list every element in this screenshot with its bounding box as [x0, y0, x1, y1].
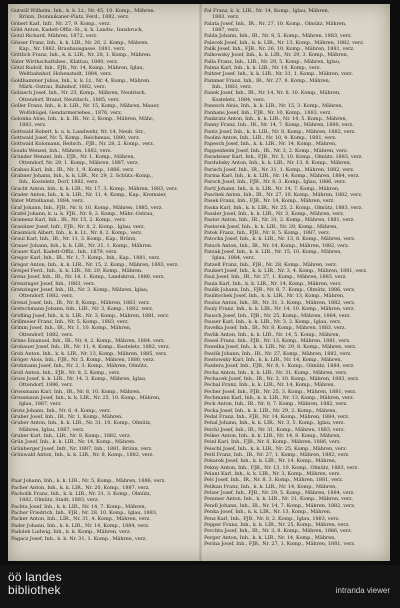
entry-line: Penz Karl, Inh., FJB., Nr. 8, 2. Komp., Iglau, 1883, verz.: [204, 515, 340, 522]
entry-line: Gruber Karl, Inh., LIR., Nr. 8, Komp., 1882, verz.: [11, 433, 132, 440]
entry-line: Grimm Josef, Inh., IR., Nr. 1, 10. Komp., Mähren,: [11, 325, 132, 332]
entry-line: Pacholik Franz, Inh., k. k. LIR., Nr. 31, 3. Komp., Olmütz,: [11, 491, 152, 498]
entry-line: Kosteletz, 1884, verz.: [212, 96, 266, 103]
entry-line: Paschek Anton, Inh., IR., Nr. 27, 10. Komp., Mähren, 1882, verz.: [204, 191, 363, 198]
entry-line: Paulus Anton, Inh., IR., Nr. 31, 3. Komp., Mähren, 1882, verz.: [204, 299, 356, 306]
entry-line: Paukert Josef, Inh., k. k. LIR., Nr. 3, 4. Komp., Mähren, 1881, verz.: [204, 268, 368, 275]
entry-line: Goliasch Josef, Inh., Nr. 23, Komp., Mähren, Neutitsch.: [11, 90, 147, 97]
entry-line: Pelzer Josef, Inh., FJB., Nr. 29, 5. Komp., Mähren, 1884, verz.: [204, 490, 355, 497]
entry-line: Gouda Wenzel, Inh., Mähren, 1882, verz.: [11, 147, 112, 154]
entry-line: Perchta Josef, Inh., IR., Nr. 3, 8. Komp., Mähren, 1886, verz.: [204, 528, 353, 535]
entry-line: 1883, verz.: [19, 122, 47, 129]
entry-line: Ottendorf, 1886, verz.: [19, 382, 74, 389]
logo-line-1: öö landes: [8, 570, 62, 584]
entry-line: Grasmück Albert, Inh., k. k. Lt., Nr. 8, 2. Komp., verz.: [11, 230, 143, 237]
right-column-entries: [204, 8, 388, 547]
entry-line: Pelc Josef, Inh., IR., Nr. 8, 3. Komp., Mähren, 1881, verz.: [204, 477, 344, 484]
entry-line: Ottendorf, Brand, Neutitsch., 1885, verz.: [19, 96, 120, 103]
entry-line: Pecha Anton, Inh., k. k. LIR., Nr. 31, Komp., Mähren, verz.: [204, 369, 348, 376]
entry-line: Patsch Anton, Inh., IR., Nr. 14, Komp., Mähren, 1882, verz.: [204, 242, 350, 249]
document-page: [8, 4, 390, 561]
entry-line: Grenzinger Josef, Inh., IR., Nr. 3, Komp., Mähren, Iglau,: [11, 287, 149, 294]
entry-line: Grünberger Josef, Infr., Nr. 1887, Inh., 1881, Brünn, verz.: [11, 445, 153, 452]
entry-line: Mähren, Iglau, 1887, verz.: [19, 426, 85, 433]
entry-line: Brünn, Dominikaner-Platz, Ferd., 1882, verz.: [19, 14, 130, 21]
viewer-footer: [0, 565, 400, 608]
entry-line: Iglau, 1887, verz.: [19, 401, 63, 408]
entry-line: Pader Johann, Inh., k. k. LIR., Nr. 14, Komp., 1884, verz.: [11, 522, 150, 529]
entry-line: Gruber Anton, Inh., k. k. LIR., Nr. 31, 10. Komp., Olmütz,: [11, 420, 152, 427]
entry-line: Palla Franz, Inh., LIR., Nr. 29, 5. Komp., Mähren, Iglau,: [204, 58, 341, 65]
entry-line: Passler Josef, Inh., k. k. LIR., Nr. 3, Komp., Mähren, verz.: [204, 211, 345, 217]
entry-line: Peiker Anton, Inh., k. k. LIR., Nr. 14, 8. Komp., Mähren,: [204, 433, 341, 440]
library-logo[interactable]: [8, 571, 78, 603]
entry-line: Grenzl Josef, Inh., IR., Nr. 8, Komp., Mähren, 1883, verz.: [11, 299, 151, 306]
entry-line: Gregor Karl, Inh., IR., Nr. 1, 7. Komp., Inh., Kap., 1881, verz.: [11, 255, 161, 262]
entry-line: Grabau Karl, Inh., IR., Nr. 1, 9. Komp., 1886, verz.: [11, 166, 135, 173]
entry-line: Gotzl Richard, Mähren, 1872, verz.: [11, 33, 98, 40]
entry-line: Penka Josef, Inh., k. k. LIR., Nr. 13, Komp., Mähren,: [204, 509, 332, 516]
entry-line: Graf Johann, Inh., FJB., Nr. 8, 10. Komp., Mähren, 1885, verz.: [11, 204, 163, 211]
entry-line: Pekarek Josef, Inh., k. k. LIR., Nr. 14, Komp., Mähren,: [204, 458, 337, 465]
entry-line: Pemmer Anton, Inh., k. k. LIR., Nr. 31, Komp., Mähren, verz.: [204, 496, 354, 503]
entry-line: Pecka Josef, Inh., k. k. LIR., Nr. 29, 2. Komp., Mähren,: [204, 407, 337, 414]
entry-line: Pasek Franz, Inh., FJB., Nr. 14, Komp., Mähren, verz.: [204, 198, 335, 205]
entry-line: Märk.-Ostrau, Bahnhof, 1882, verz.: [19, 84, 107, 91]
entry-line: Pavelka Josef, Inh., IR., Nr. 8, Komp., Mähren, 1883, verz.: [204, 325, 346, 332]
entry-line: Pendl Johann, Inh., IR., Nr. 14, 7. Komp., Mähren, 1882, verz.: [204, 502, 356, 509]
entry-line: Ottendorf, Nr. 29, 1. Komp., Mähren, 1887, verz.: [19, 160, 139, 167]
entry-line: Gridling Josef, Inh., k. k. LIR., Nr. 3, Komp., Mähren, 1881, verz.: [11, 312, 170, 319]
entry-line: Peitl Franz, Inh., IR., Nr. 27, 1. Komp., Mähren, 1882, verz.: [204, 452, 350, 459]
entry-line: Paulik Johann, Inh., FJB., Nr. 8, 7. Komp., Olmütz, 1886, verz.: [204, 287, 356, 294]
entry-line: Groh Anton, Inh., k. k. LIR., Nr. 13, Komp., Mähren, 1885, verz.: [11, 350, 168, 357]
entry-line: Grims Emanuel, Inh., IR., Nr. 4, 2. Komp., Mähren, 1884, verz.: [11, 337, 165, 344]
entry-line: Patek Franz, Inh., FJB., Nr. 8, 5. Komp., 1887, verz.: [204, 230, 331, 237]
column-gap: [11, 458, 195, 478]
left-column: [11, 8, 195, 556]
entry-line: Pelikan Franz, Inh., k. k. LIR., Nr. 14, Komp., Mähren,: [204, 483, 337, 490]
entry-line: Perina Josef, Inh., FJB., Nr. 27, 1. Komp., Mähren, 1881, verz.: [204, 540, 356, 547]
entry-line: Grün Josef, Inh., k. k. LIR., Nr. 14, Komp., Mähren.: [11, 439, 136, 446]
entry-line: Paar Johann, Inh., k. k. LIR., Nr. 5, Komp., Mähren, 1886, verz.: [11, 478, 166, 485]
entry-line: Packer Anton, Inh., LIR., Nr. 31, 4. Komp., Mähren, verz.: [11, 516, 151, 523]
entry-line: Grauer Karl, Kadett-Offiz., Inh., 1879, verz.: [11, 249, 118, 256]
entry-line: Pacher Anton, Inh., k. k. LIR., Nr. 20, Komp., 1887, verz.: [11, 484, 150, 491]
entry-line: Partl Johann, Inh., k. k. LIR., Nr. 14, 7. Komp., Mähren,: [204, 185, 340, 192]
entry-line: Gösser Franz, Inh., k. k. LIR., Nr. 26, 2. Komp., Mähren.: [11, 39, 149, 46]
entry-line: Gottwald Robert, k. u. k. Landwehr, Nr. 14, Neub. Str.,: [11, 128, 146, 135]
entry-line: Pacher Friedrich, Inh., FJB., Nr. 28, 10. Komp., Iglau, 1883,: [11, 510, 158, 517]
entry-line: Iglau, 1884, verz.: [212, 255, 256, 262]
entry-line: Grünwald Anton, Inh., k. k. LIR., Nr. 8, Komp., 1882, verz.: [11, 452, 154, 459]
entry-line: Paul Josef, Inh., IR., Nr. 27, 1. Komp., Mähren, 1883, verz.: [204, 274, 347, 281]
entry-line: Grenzinger Josef, Inh., 1883, verz.: [11, 280, 96, 287]
entry-line: Gregor Anton, Inh., k. k. LIR., Nr. 15, 2. Komp., Mähren, 1883, verz.: [11, 261, 179, 268]
entry-line: Panhans Josef, Inh., FJB., Nr. 10, Komp., 1883, verz.: [204, 109, 332, 116]
entry-line: Pauser Karl, Inh., k. k. LIR., Nr. 3, 2. Komp., Iglau, verz.: [204, 318, 342, 325]
entry-line: Pawlik Johann, Inh., IR., Nr. 27, Komp., Mähren, 1882, verz.: [204, 350, 352, 357]
entry-line: Pachta Josef, Inh., k. k. LIR., Nr. 14, 7. Komp., Mähren,: [11, 503, 147, 510]
entry-line: Grobauer Josef, Inh., IR., Nr. 11, 4. Komp., Kosteletz, 1882, verz.: [11, 344, 170, 351]
entry-line: Gross Josef, k. k. LIR., Nr. 14, 3. Komp., Mähren, Iglau,: [11, 375, 147, 382]
entry-line: Parisch Josef, Inh., IR., Nr. 31, 1. Komp., Mähren, 1882, verz.: [204, 166, 355, 173]
entry-line: Wolfshügel, Gendarmeriebes., 1876, verz.: [19, 109, 123, 116]
entry-line: Peinl Karl, Inh., FJB., Nr. 8, Komp., Mähren, 1886, verz.: [204, 439, 341, 446]
entry-line: Paula Karl, Inh., k. k. LIR., Nr. 14, Komp., Mähren, verz.: [204, 280, 342, 287]
entry-line: Pepper Franz, Inh., k. k. LIR., Nr. 25, Komp., Mähren, verz.: [204, 521, 350, 528]
entry-line: Gottwald Kolomann, Reitsch., FJB., Nr. 28, 2. Komp., verz.: [11, 141, 155, 148]
entry-line: Pawelka Josef, Inh., k. k. LIR., Nr. 29, 8. Komp., Mähren, verz.: [204, 344, 357, 351]
entry-line: Paltzer Josef, Inh., k. k. LIR., Nr. 31, 1. Komp., Mähren, verz.: [204, 71, 354, 78]
entry-line: Palata Josef, Inh., IR., Nr. 27, 10. Komp., Olmütz, Mähren,: [204, 20, 347, 27]
entry-line: Pavlik Anton, Inh., k. k. LIR., Nr. 14, 5. Komp., Mähren,: [204, 331, 340, 338]
entry-line: Palda Johann, Inh., IR., Nr. 8, 5. Komp., Mähren, 1883, verz.: [204, 33, 352, 40]
entry-line: Göbl Anton, Kadett-Offiz.-St., k. k. Landw., Innsbruck,: [11, 27, 144, 34]
entry-line: Pal Franz, k. k. LIR., Nr. 14, Komp., Iglau, Mähren,: [204, 8, 330, 14]
entry-line: 1883, verz.: [212, 14, 240, 21]
entry-line: Pauly Franz, Inh., k. k. LIR., Nr. 14, 10. Komp., Mähren, verz.: [204, 306, 355, 313]
entry-line: Gründer Wenzel, Inh., FJB., Nr. 1, Komp., Mähren,: [11, 153, 135, 160]
entry-line: Pecher Josef, Inh., FJB., Nr. 25, 3. Komp., Mähren, 1881, verz.: [204, 388, 357, 395]
entry-line: Granitzer Josef, Infr., FJB., Nr. 8, 2. Komp., Iglau, verz.: [11, 223, 145, 230]
entry-line: Pechal Franz, Inh., k. k. LIR., Nr. 14, Komp., Mähren,: [204, 382, 336, 389]
entry-line: Ottendorf, 1882, verz.: [19, 293, 74, 300]
entry-line: Gutwill Wilhelm, Inh., k. k. Lt., Nr. 45, 10. Komp., Mähren.: [11, 8, 156, 14]
entry-line: Pawel Franz, Inh., FJB., Nr. 13, Komp., Mähren, 1881, verz.: [204, 337, 351, 344]
entry-line: Goller Franz, Inh., k. k. LIR., Nr. 15, Komp., Mähren, Mauer,: [11, 103, 160, 110]
entry-line: Gruber Josef, Inh., IR., Nr. 1, Komp., Mähren.: [11, 414, 123, 420]
entry-line: Kap., Nr. 1882, Brauhausgasse, 1881, verz.: [19, 46, 126, 53]
entry-line: Grossmann Josef, Inh., k. k. LIR., Nr. 25, 10. Komp., Mähren,: [11, 394, 161, 401]
entry-line: Peischl Josef, Inh., k. k. LIR., Nr. 25, Komp., Mähren, verz.: [204, 445, 348, 452]
entry-line: Göberl Karl, Infr., Nr. 27, 9. Komp., verz.: [11, 20, 111, 27]
entry-line: Grotz Johann, Inh., Nr. 6, 4. Komp., verz.: [11, 407, 112, 414]
entry-line: Pardubsky Anton, Inh., k. k. LIR., Nr. 13, 8. Komp., Mähren,: [204, 160, 352, 167]
entry-line: Inh., 1883, verz.: [212, 84, 253, 91]
entry-line: Pelant Karl, Inh., k. k. LIR., Nr. 3, Komp., Mähren, verz.: [204, 471, 341, 478]
entry-line: Gramenz Karl, Inh., IR., Nr. 15, 2. Komp., verz.: [11, 217, 127, 224]
page-gutter: [199, 4, 202, 561]
entry-line: Peck Anton, Inh., IR., Nr. 8, 7. Komp., Mähren, 1882, verz.: [204, 401, 348, 408]
entry-line: Pekny Anton, Inh., FJB., Nr. 13, 10. Komp., Olmütz, 1883, verz.: [204, 464, 359, 471]
entry-line: Pazdera Josef, Inh., FJB., Nr. 8, 1. Komp., Olmütz, 1884, verz.: [204, 363, 355, 370]
entry-line: Pastor Anton, Inh., IR., Nr. 31, 2. Komp., Mähren, 1881, verz.: [204, 217, 355, 224]
entry-line: Groll Anton, Inh., FJB., Nr. 8, 2. Komp., verz.: [11, 369, 121, 376]
entry-line: Pechacek Josef, Inh., IR., Nr. 3, 10. Komp., Mähren, 1883, verz.: [204, 375, 360, 382]
entry-line: Götzl Rudolf, Inh., FJB., Nr. 14, Komp., Mähren, Iglau,: [11, 65, 145, 72]
entry-line: Pehal Johann, Inh., k. k. LIR., Nr. 3, 5. Komp., Iglau, verz.: [204, 420, 345, 427]
entry-line: Paulitschek Josef, Inh., k. k. LIR., Nr. 13, Komp., Mähren,: [204, 293, 345, 300]
entry-line: Pankratz Anton, Inh., k. k. LIR., Nr. 14, 5. Komp., Mähren,: [204, 115, 348, 122]
entry-line: Weltbahnhof, Hohenstadt, 1884, verz.: [19, 71, 113, 78]
entry-line: Grabner Johann, Inh., k. k. LIR., Nr. 29, 2. Schütz.-Komp.,: [11, 172, 153, 179]
entry-line: Panny Franz, Inh., IR., Nr. 14, 7. Komp., Mähren, 1880, verz.: [204, 122, 354, 129]
entry-line: Grenz Josef, Inh., IR., Nr. 14, 1. Komp., Landskron, 1880, verz.: [11, 274, 165, 281]
entry-line: 1882, Olmütz, Stadt, 1883, verz.: [19, 497, 99, 504]
entry-line: Patocka Josef, Inh., k. k. LIR., Nr. 13, 8. Komp., Mähren, verz.: [204, 236, 356, 243]
entry-line: Greipel Ferd., Inh., k. k. LIR., Nr. 29, Komp., Mähren.: [11, 268, 143, 275]
entry-line: Palkowsky Josef, Inh., k. k. LIR., Nr. 29, 3. Komp., Mähren,: [204, 52, 349, 59]
entry-line: Perger Anton, Inh., k. k. LIR., Nr. 14, Komp., Mähren,: [204, 534, 336, 541]
entry-line: Pastorek Josef, Inh., k. k. LIR., Nr. 29, Komp., Mähren,: [204, 223, 338, 230]
entry-line: Parma Karl, Inh., k. k. LIR., Nr. 14, Komp., Mähren, 1884, verz.: [204, 172, 360, 179]
left-column-bottom-entries: [11, 478, 195, 541]
entry-line: Pedal Franz, Inh., FJB., Nr. 14, Komp., Mähren, 1884, verz.: [204, 414, 350, 420]
entry-line: Pantz Josef, Inh., k. k. LIR., Nr. 8, Komp., Mähren, 1882, verz.: [204, 128, 356, 135]
entry-line: Grader Anton, Inh., k. k. LIR., Nr. 11, 4. Komp., Kap., Kremsier,: [11, 191, 167, 198]
viewer-label[interactable]: intranda viewer: [335, 586, 390, 595]
entry-line: Pechmann Karl, Inh., k. k. LIR., Nr. 13, Komp., Mähren, verz.: [204, 394, 355, 401]
entry-line: Göttlich Franz, Inh., k. k. LIR., Nr. 28, 1. Komp., Mähren.: [11, 52, 152, 59]
entry-line: Grauer Johann, Inh., k. k. LIR., Nr. 31, 1. Komp., Mähren.: [11, 242, 153, 249]
entry-line: Goldhammer Julius, Inh., k. k. Lt., Nr. 4, Komp., Mähren.: [11, 77, 151, 84]
entry-line: Grillmeier Franz, Inh., Nr. 5, Komp., 1883, verz.: [11, 318, 129, 325]
entry-line: Gottwald Josef, Nr. 5, Komp., Reichenau, 1880, verz.: [11, 134, 141, 141]
entry-line: Patzak Josef, Inh., k. k. LIR., Nr. 15, 10. Komp., Mähren,: [204, 249, 342, 256]
entry-line: Paradeiser Karl, Inh., FJB., Nr. 5, 10. Komp., Olmütz, 1883, verz.: [204, 153, 363, 160]
entry-line: Vater Mittelhansl, 1884, verz.: [11, 198, 85, 205]
entry-line: Golonka Alois, Inh., k. k. IR., Nr. 2, Komp., Mähren, Mähr.,: [11, 115, 155, 122]
entry-line: 1887, verz.: [212, 27, 240, 34]
entry-line: Palma Karl, Inh., k. k. LIR., Nr. 14, Komp., verz.: [204, 65, 321, 72]
entry-line: Gröger Alois, Inh., FJB., Nr. 5, Komp., Mähren, 1880, verz.: [11, 356, 155, 363]
entry-line: Inh., Kosteletz, Dorf, 1882, verz.: [19, 179, 99, 186]
entry-line: Gretschmann Johann, Inh., LIR., Nr. 3, Komp., 1882, verz.: [11, 306, 154, 313]
entry-line: Grohmann Josef, Inh., Nr. 2, 3. Komp., Mähren, Olmütz,: [11, 363, 149, 370]
entry-line: Paska Karl, Inh., k. k. LIR., Nr. 25, 2. Komp., Olmütz, 1883, verz.: [204, 204, 363, 211]
entry-line: Padolek Ludwig, Inh., k. k. Komp., Mähren, verz.: [11, 529, 132, 536]
entry-line: Ottendorf, 1882, verz.: [19, 331, 74, 338]
entry-line: Pausch Josef, Inh., FJB., Nr. 25, Komp., Mähren, 1884, verz.: [204, 312, 351, 319]
logo-line-2: bibliothek: [8, 583, 61, 597]
left-column-entries: [11, 8, 195, 458]
entry-line: Parsch Josef, Inh., FJB., Nr. 8, 3. Komp., Iglau, 1886, verz.: [204, 179, 347, 186]
entry-line: Peichl Josef, Inh., IR., Nr. 31, Komp., Mähren, 1883, verz.: [204, 426, 345, 433]
entry-line: Palik Josef, Inh., FJB., Nr. 26, 10. Komp., Mähren, 1881, verz.: [204, 46, 355, 53]
entry-line: Grossmann Karl, Inh., IR., Nr. 8, 10. Komp., Mähren.: [11, 388, 141, 395]
entry-line: Pagacz Josef, Inh., k. k. Nr. 31, 1. Komp., Mähren, verz.: [11, 535, 147, 542]
entry-line: Palecek Josef, Inh., k. k. LIR., Nr. 13, Komp., Mähren, 1882, verz.: [204, 39, 365, 46]
right-column: [204, 8, 388, 556]
entry-line: Papesch Josef, Inh., k. k. LIR., Nr. 14, Komp., Mähren,: [204, 141, 337, 148]
entry-line: Patzelt Franz, Inh., FJB., Nr. 28, Komp., Mähren, verz.: [204, 261, 338, 268]
entry-line: Panesch Alois, Inh., k. k. LIR., Nr. 15, 3. Komp., Mähren,: [204, 103, 343, 110]
entry-line: Grafel Johann, k. u. k. FJB., Nr. 8, 2. Komp., Mähr.-Ostrau,: [11, 211, 154, 217]
entry-line: Graul Karl, Inh., IR., Nr. 11, 3. Komp., Kap., Brünn,: [11, 236, 137, 243]
entry-line: Paolini Anton, Inh., LIR., Nr. 10, 4. Komp., 1881, verz.: [204, 134, 337, 141]
entry-line: Gracht Anton, Inh., k. k. LIR., Nr. 17, 3. Komp., Mähren, 1883, verz.: [11, 185, 179, 192]
entry-line: Pawlowsky Karl, Inh., k. k. LIR., Nr. 14, Komp., Mähren,: [204, 356, 342, 363]
entry-line: Pammer Franz, Inh., IR., Nr. 27, 8. Komp., Mähren,: [204, 77, 331, 84]
entry-line: Panek Josef, Inh., IR., Nr. 14, Nr. 8, 10. Komp., Mähren,: [204, 90, 341, 97]
entry-line: Pappenheim Josef, Inh., IR., Nr. 3, 2. Komp., Mähren, verz.: [204, 147, 349, 154]
entry-line: Vater Wirthschaftsbes., Klattau, 1880, verz.: [11, 58, 119, 65]
